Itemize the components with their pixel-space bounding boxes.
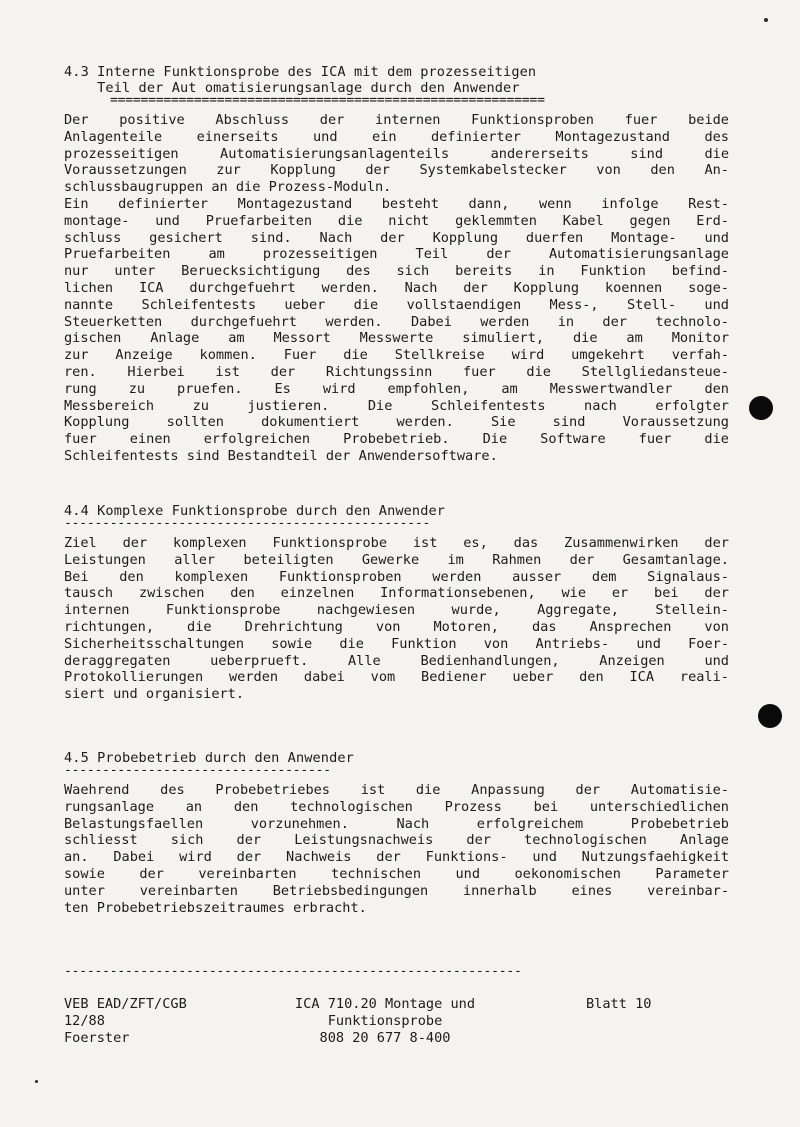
body-text-line: ten Probebetriebszeitraumes erbracht. (64, 899, 367, 916)
body-text-line: Sicherheitsschaltungen sowie die Funktion von Antriebs- und Foer- (64, 635, 729, 652)
body-text-line: schlussbaugruppen an die Prozess-Moduln. (64, 179, 392, 196)
body-text-line: Schleifentests sind Bestandteil der Anwendersoftware. (64, 447, 498, 464)
body-text-line: deraggregaten ueberprueft. Alle Bedienhandlungen, Anzeigen und (64, 652, 729, 669)
section-heading: 4.5 Probebetrieb durch den Anwender (64, 750, 354, 766)
body-text-line: ren. Hierbei ist der Richtungssinn fuer die Stellgliedansteue- (64, 363, 729, 380)
body-text-line: sowie der vereinbarten technischen und oekonomischen Parameter (64, 865, 729, 882)
page-number: Blatt 10 (586, 996, 652, 1012)
footer-center (270, 996, 500, 1047)
body-text-line: Bei den komplexen Funktionsproben werden ausser dem Signalaus- (64, 568, 729, 585)
body-text-line: an. Dabei wird der Nachweis der Funktions- und Nutzungsfaehigkeit (64, 849, 729, 866)
body-text-line: Kopplung sollten dokumentiert werden. Sie sind Voraussetzung (64, 414, 729, 431)
section-heading: 4.4 Komplexe Funktionsprobe durch den Anwender (64, 503, 446, 519)
body-text-line: rungsanlage an den technologischen Prozess bei unterschiedlichen (64, 798, 729, 815)
section-heading: 4.3 Interne Funktionsprobe des ICA mit dem prozesseitigen (64, 64, 537, 80)
body-text-line: unter vereinbarten Betriebsbedingungen innerhalb eines vereinbar- (64, 882, 729, 899)
section-heading-continued: Teil der Aut omatisierungsanlage durch den Anwender (64, 80, 520, 96)
footer-doc-number: 808 20 677 8-400 (319, 1030, 451, 1046)
body-text-line: gischen Anlage am Messort Messwerte simuliert, die am Monitor (64, 330, 729, 347)
body-text-line: nur unter Beruecksichtigung des sich bereits in Funktion befind- (64, 263, 729, 280)
body-text-line: Pruefarbeiten am prozesseitigen Teil der Automatisierungsanlage (64, 246, 729, 263)
footer-author: Foerster (64, 1030, 130, 1046)
footer-separator: ------------------------------------------------------------ (64, 966, 522, 978)
body-text-line: schluss gesichert sind. Nach der Kopplung duerfen Montage- und (64, 229, 729, 246)
heading-underline: ========================================================= (110, 96, 545, 106)
body-text-line: Messbereich zu justieren. Die Schleifentests nach erfolgter (64, 397, 729, 414)
body-text-line: lichen ICA durchgefuehrt werden. Nach der Kopplung koennen soge- (64, 279, 729, 296)
section-4-3 (64, 64, 729, 465)
body-text-line: Ein definierter Montagezustand besteht dann, wenn infolge Rest- (64, 195, 729, 212)
body-text-line: Voraussetzungen zur Kopplung der Systemkabelstecker von den An- (64, 162, 729, 179)
footer-left (64, 996, 187, 1047)
speck-mark (35, 1080, 38, 1083)
body-text-line: richtungen, die Drehrichtung von Motoren, das Ansprechen von (64, 618, 729, 635)
punch-hole-upper (749, 396, 773, 420)
body-text-line: nannte Schleifentests ueber die vollstaendigen Mess-, Stell- und (64, 296, 729, 313)
heading-underline: ----------------------------------- (64, 766, 331, 776)
body-text-line: prozesseitigen Automatisierungsanlagenteils andererseits sind die (64, 145, 729, 162)
body-text-line: Steuerketten durchgefuehrt werden. Dabei werden in der technolo- (64, 313, 729, 330)
body-text-line: internen Funktionsprobe nachgewiesen wurde, Aggregate, Stellein- (64, 602, 729, 619)
body-text-line: Ziel der komplexen Funktionsprobe ist es, das Zusammenwirken der (64, 535, 729, 551)
body-text-line: siert und organisiert. (64, 686, 245, 703)
body-text-line: montage- und Pruefarbeiten die nicht geklemmten Kabel gegen Erd- (64, 212, 729, 229)
body-text-line: schliesst sich der Leistungsnachweis der technologischen Anlage (64, 832, 729, 849)
speck-mark (764, 18, 768, 22)
section-body (64, 782, 729, 916)
footer-title: ICA 710.20 Montage und (294, 996, 476, 1012)
body-text-line: Leistungen aller beteiligten Gewerke im Rahmen der Gesamtanlage. (64, 551, 729, 568)
section-4-4 (64, 503, 729, 703)
body-text-line: zur Anzeige kommen. Fuer die Stellkreise wird umgekehrt verfah- (64, 347, 729, 364)
body-text-line: Belastungsfaellen vorzunehmen. Nach erfolgreichem Probebetrieb (64, 815, 729, 832)
body-text-line: Protokollierungen werden dabei vom Bediener ueber den ICA reali- (64, 669, 729, 686)
section-4-5 (64, 750, 729, 916)
footer-date: 12/88 (64, 1013, 105, 1029)
footer-org: VEB EAD/ZFT/CGB (64, 996, 187, 1012)
body-text-line: tausch zwischen den einzelnen Informationsebenen, wie er bei der (64, 585, 729, 602)
section-body (64, 535, 729, 703)
body-text-line: Der positive Abschluss der internen Funktionsproben fuer beide (64, 112, 729, 128)
punch-hole-lower (758, 704, 782, 728)
body-text-line: fuer einen erfolgreichen Probebetrieb. Die Software fuer die (64, 431, 729, 448)
body-text-line: Anlagenteile einerseits und ein definierter Montagezustand des (64, 128, 729, 145)
footer-right (586, 996, 651, 1013)
body-text-line: rung zu pruefen. Es wird empfohlen, am Messwertwandler den (64, 380, 729, 397)
section-body (64, 112, 729, 465)
body-text-line: Waehrend des Probebetriebes ist die Anpassung der Automatisie- (64, 782, 729, 798)
heading-underline: ------------------------------------------------ (64, 519, 431, 529)
footer-subtitle: Funktionsprobe (327, 1013, 443, 1029)
